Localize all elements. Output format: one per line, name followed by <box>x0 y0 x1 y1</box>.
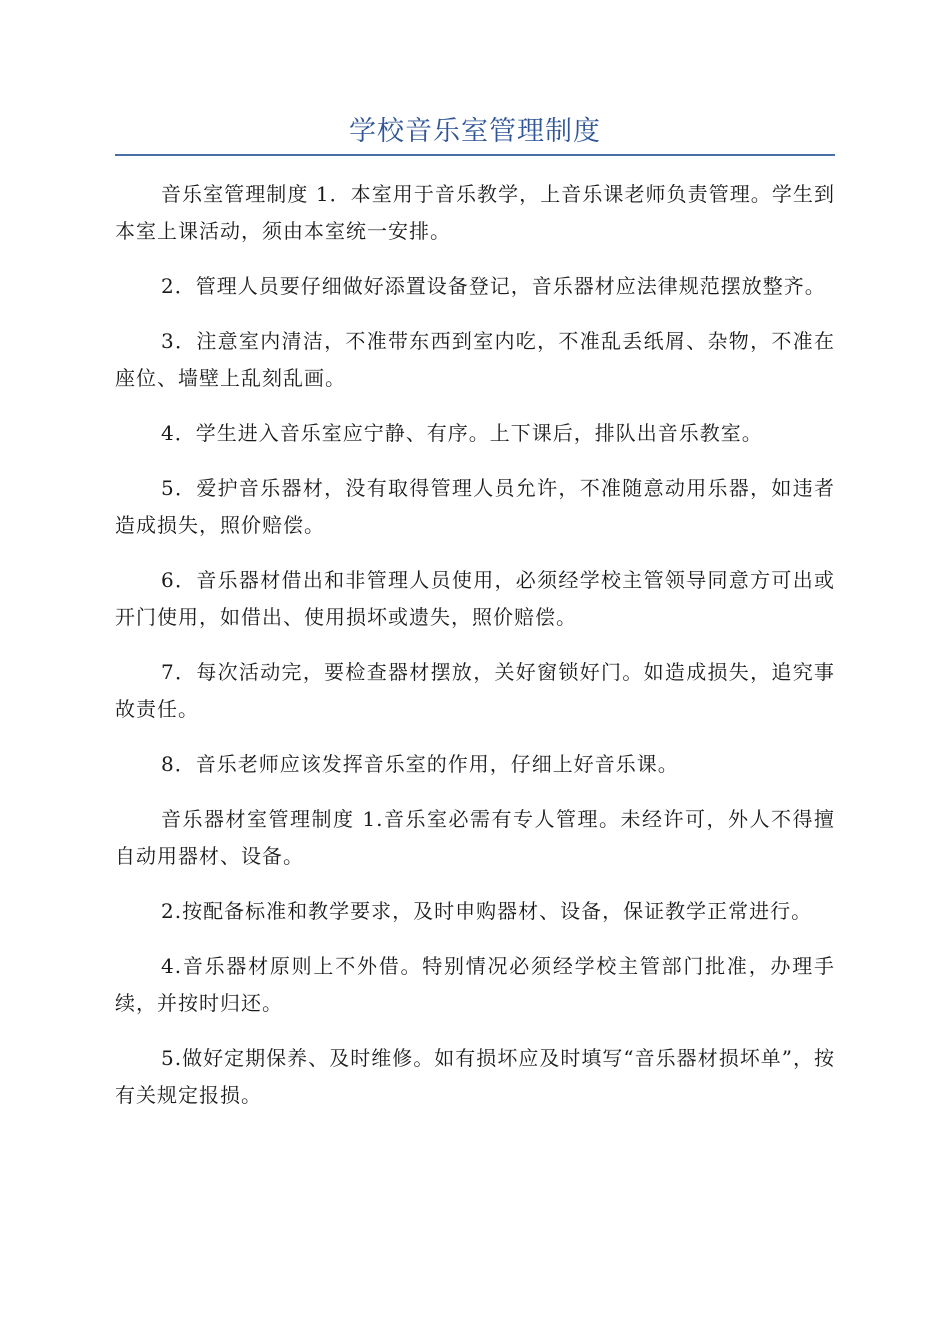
paragraph: 6．音乐器材借出和非管理人员使用，必须经学校主管领导同意方可出或开门使用，如借出、使用损坏或遗失，照价赔偿。 <box>115 568 835 629</box>
paragraph: 8．音乐老师应该发挥音乐室的作用，仔细上好音乐课。 <box>161 752 679 776</box>
paragraph: 音乐器材室管理制度 1.音乐室必需有专人管理。未经许可，外人不得擅自动用器材、设备。 <box>115 807 835 868</box>
document-body <box>115 176 835 1132</box>
paragraph: 音乐室管理制度 1．本室用于音乐教学，上音乐课老师负责管理。学生到本室上课活动，须由本室统一安排。 <box>115 182 835 243</box>
paragraph: 7．每次活动完，要检查器材摆放，关好窗锁好门。如造成损失，追究事故责任。 <box>115 660 835 721</box>
paragraph: 5．爱护音乐器材，没有取得管理人员允许，不准随意动用乐器，如违者造成损失，照价赔偿。 <box>115 476 835 537</box>
document-title: 学校音乐室管理制度 <box>349 116 601 147</box>
paragraph: 4.音乐器材原则上不外借。特别情况必须经学校主管部门批准，办理手续，并按时归还。 <box>115 954 835 1015</box>
paragraph: 2．管理人员要仔细做好添置设备登记，音乐器材应法律规范摆放整齐。 <box>161 274 826 298</box>
paragraph: 3．注意室内清洁，不准带东西到室内吃，不准乱丢纸屑、杂物，不准在座位、墙壁上乱刻乱画。 <box>115 329 835 390</box>
paragraph: 4．学生进入音乐室应宁静、有序。上下课后，排队出音乐教室。 <box>161 421 763 445</box>
paragraph: 2.按配备标准和教学要求，及时申购器材、设备，保证教学正常进行。 <box>161 899 813 923</box>
paragraph: 5.做好定期保养、及时维修。如有损坏应及时填写“音乐器材损坏单”，按有关规定报损。 <box>115 1046 835 1107</box>
title-underline <box>115 154 835 156</box>
